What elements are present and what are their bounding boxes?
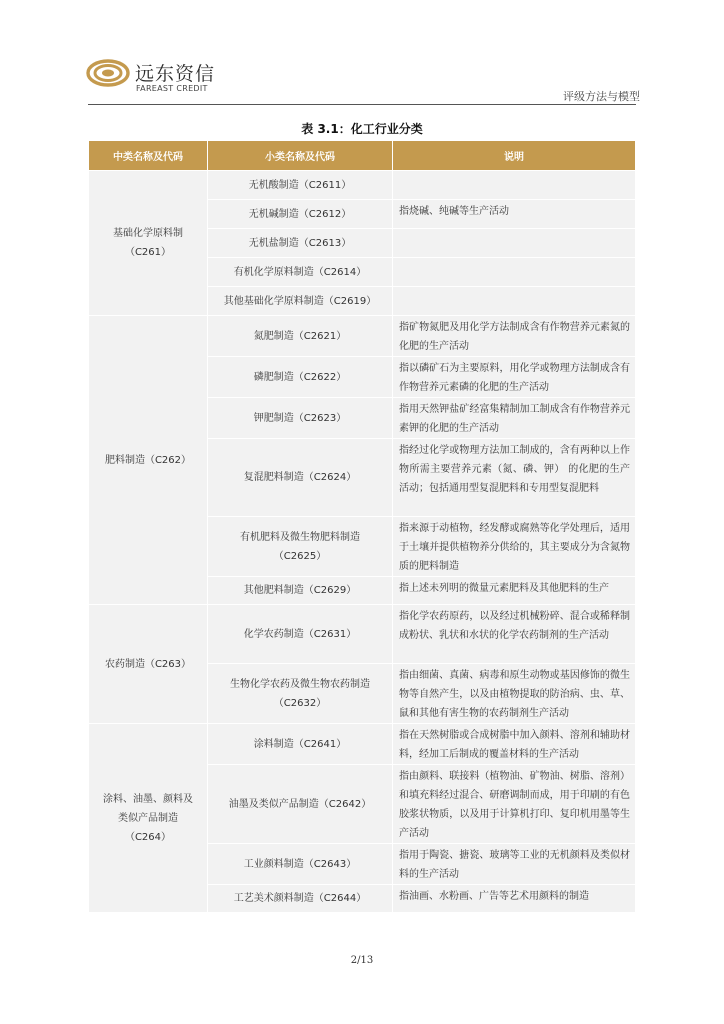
sub-class-name: 无机碱制造（C2612） <box>248 208 352 220</box>
group-name-cell <box>89 605 208 724</box>
description-cell <box>393 200 636 229</box>
group-name: 基础化学原料制 （C261） <box>113 228 183 258</box>
logo-cn-text: 远东资信 <box>135 63 216 85</box>
description-text: 指烧碱、纯碱等生产活动 <box>399 206 509 217</box>
description-text: 指以磷矿石为主要原料，用化学或物理方法制成含有作物营养元素磷的化肥的生产活动 <box>399 363 630 393</box>
table-row <box>89 724 636 765</box>
sub-class-cell <box>208 605 393 664</box>
sub-class-name: 有机肥料及微生物肥料制造 （C2625） <box>240 531 360 562</box>
description-cell <box>393 765 636 844</box>
description-cell <box>393 605 636 664</box>
sub-class-cell <box>208 258 393 287</box>
sub-class-cell <box>208 844 393 885</box>
header-section-title: 评级方法与模型 <box>563 90 640 103</box>
fareast-logo-icon <box>86 54 130 92</box>
table-row <box>89 171 636 200</box>
sub-class-name: 有机化学原料制造（C2614） <box>233 266 367 278</box>
description-cell <box>393 229 636 258</box>
table-title: 表 3.1：化工行业分类 <box>301 122 423 136</box>
group-name: 涂料、油墨、颜料及 类似产品制造 （C264） <box>103 793 193 843</box>
description-text: 指上述未列明的微量元素肥料及其他肥料的生产 <box>399 583 609 594</box>
sub-class-cell <box>208 765 393 844</box>
description-cell <box>393 171 636 200</box>
group-name-cell <box>89 724 208 913</box>
sub-class-name: 复混肥料制造（C2624） <box>243 472 357 483</box>
description-cell <box>393 287 636 316</box>
sub-class-name: 化学农药制造（C2631） <box>243 628 357 640</box>
group-name-cell <box>89 171 208 316</box>
sub-class-cell <box>208 171 393 200</box>
description-cell <box>393 258 636 287</box>
industry-classification-table <box>88 140 636 913</box>
description-cell <box>393 517 636 577</box>
description-text: 指油画、水粉画、广告等艺术用颜料的制造 <box>399 891 589 902</box>
header-small-class: 小类名称及代码 <box>208 141 393 171</box>
sub-class-cell <box>208 885 393 913</box>
sub-class-cell <box>208 287 393 316</box>
sub-class-cell <box>208 316 393 357</box>
sub-class-name: 油墨及类似产品制造（C2642） <box>228 798 372 810</box>
description-cell <box>393 844 636 885</box>
sub-class-name: 无机酸制造（C2611） <box>248 179 352 191</box>
group-name: 农药制造（C263） <box>104 658 192 670</box>
sub-class-name: 无机盐制造（C2613） <box>248 237 352 249</box>
description-cell <box>393 664 636 724</box>
table-header-row <box>89 141 636 171</box>
description-cell <box>393 724 636 765</box>
header-description: 说明 <box>393 141 636 171</box>
description-text: 指矿物氮肥及用化学方法制成含有作物营养元素氮的化肥的生产活动 <box>399 322 630 352</box>
sub-class-name: 生物化学农药及微生物农药制造 （C2632） <box>230 678 370 709</box>
sub-class-cell <box>208 398 393 439</box>
table-row <box>89 605 636 664</box>
description-cell <box>393 577 636 605</box>
sub-class-cell <box>208 439 393 517</box>
sub-class-cell <box>208 229 393 258</box>
sub-class-cell <box>208 200 393 229</box>
description-text: 指用于陶瓷、搪瓷、玻璃等工业的无机颜料及类似材料的生产活动 <box>399 850 630 880</box>
sub-class-name: 磷肥制造（C2622） <box>253 371 347 383</box>
sub-class-cell <box>208 517 393 577</box>
description-text: 指化学农药原药，以及经过机械粉碎、混合或稀释制成粉状、乳状和水状的化学农药制剂的生产活动 <box>399 611 630 641</box>
sub-class-name: 其他基础化学原料制造（C2619） <box>223 295 377 307</box>
description-text: 指用天然钾盐矿经富集精制加工制成含有作物营养元素钾的化肥的生产活动 <box>399 404 630 434</box>
table-row <box>89 316 636 357</box>
sub-class-name: 涂料制造（C2641） <box>253 738 347 750</box>
sub-class-cell <box>208 577 393 605</box>
sub-class-name: 钾肥制造（C2623） <box>253 412 347 424</box>
description-cell <box>393 439 636 517</box>
logo-en-text: FAREAST CREDIT <box>136 84 208 93</box>
group-name-cell <box>89 316 208 605</box>
page-number: 2/13 <box>350 955 374 966</box>
sub-class-name: 其他肥料制造（C2629） <box>243 585 357 596</box>
sub-class-name: 工艺美术颜料制造（C2644） <box>233 893 367 904</box>
description-cell <box>393 398 636 439</box>
description-cell <box>393 357 636 398</box>
sub-class-name: 氮肥制造（C2621） <box>253 330 347 342</box>
group-name: 肥料制造（C262） <box>104 454 192 466</box>
sub-class-cell <box>208 664 393 724</box>
sub-class-cell <box>208 724 393 765</box>
description-text: 指来源于动植物，经发酵或腐熟等化学处理后，适用于土壤并提供植物养分供给的，其主要成分为含氮物质的肥料制造 <box>399 523 630 572</box>
company-logo <box>86 54 286 98</box>
description-cell <box>393 885 636 913</box>
description-text: 指由颜料、联接料（植物油、矿物油、树脂、溶剂）和填充料经过混合、研磨调制而成，用于印刷的有色胶浆状物质，以及用于计算机打印、复印机用墨等生产活动 <box>399 771 630 839</box>
description-text: 指在天然树脂或合成树脂中加入颜料、溶剂和辅助材料，经加工后制成的覆盖材料的生产活动 <box>399 730 630 760</box>
sub-class-cell <box>208 357 393 398</box>
description-text: 指经过化学或物理方法加工制成的，含有两种以上作物所需主要营养元素（氮、磷、钾） 的化肥的生产活动；包括通用型复混肥料和专用型复混肥料 <box>399 445 630 494</box>
header-medium-class: 中类名称及代码 <box>89 141 208 171</box>
sub-class-name: 工业颜料制造（C2643） <box>243 858 357 870</box>
header-divider <box>88 104 636 105</box>
description-text: 指由细菌、真菌、病毒和原生动物或基因修饰的微生物等自然产生，以及由植物提取的防治病、虫、草、鼠和其他有害生物的农药制剂生产活动 <box>399 670 630 719</box>
description-cell <box>393 316 636 357</box>
